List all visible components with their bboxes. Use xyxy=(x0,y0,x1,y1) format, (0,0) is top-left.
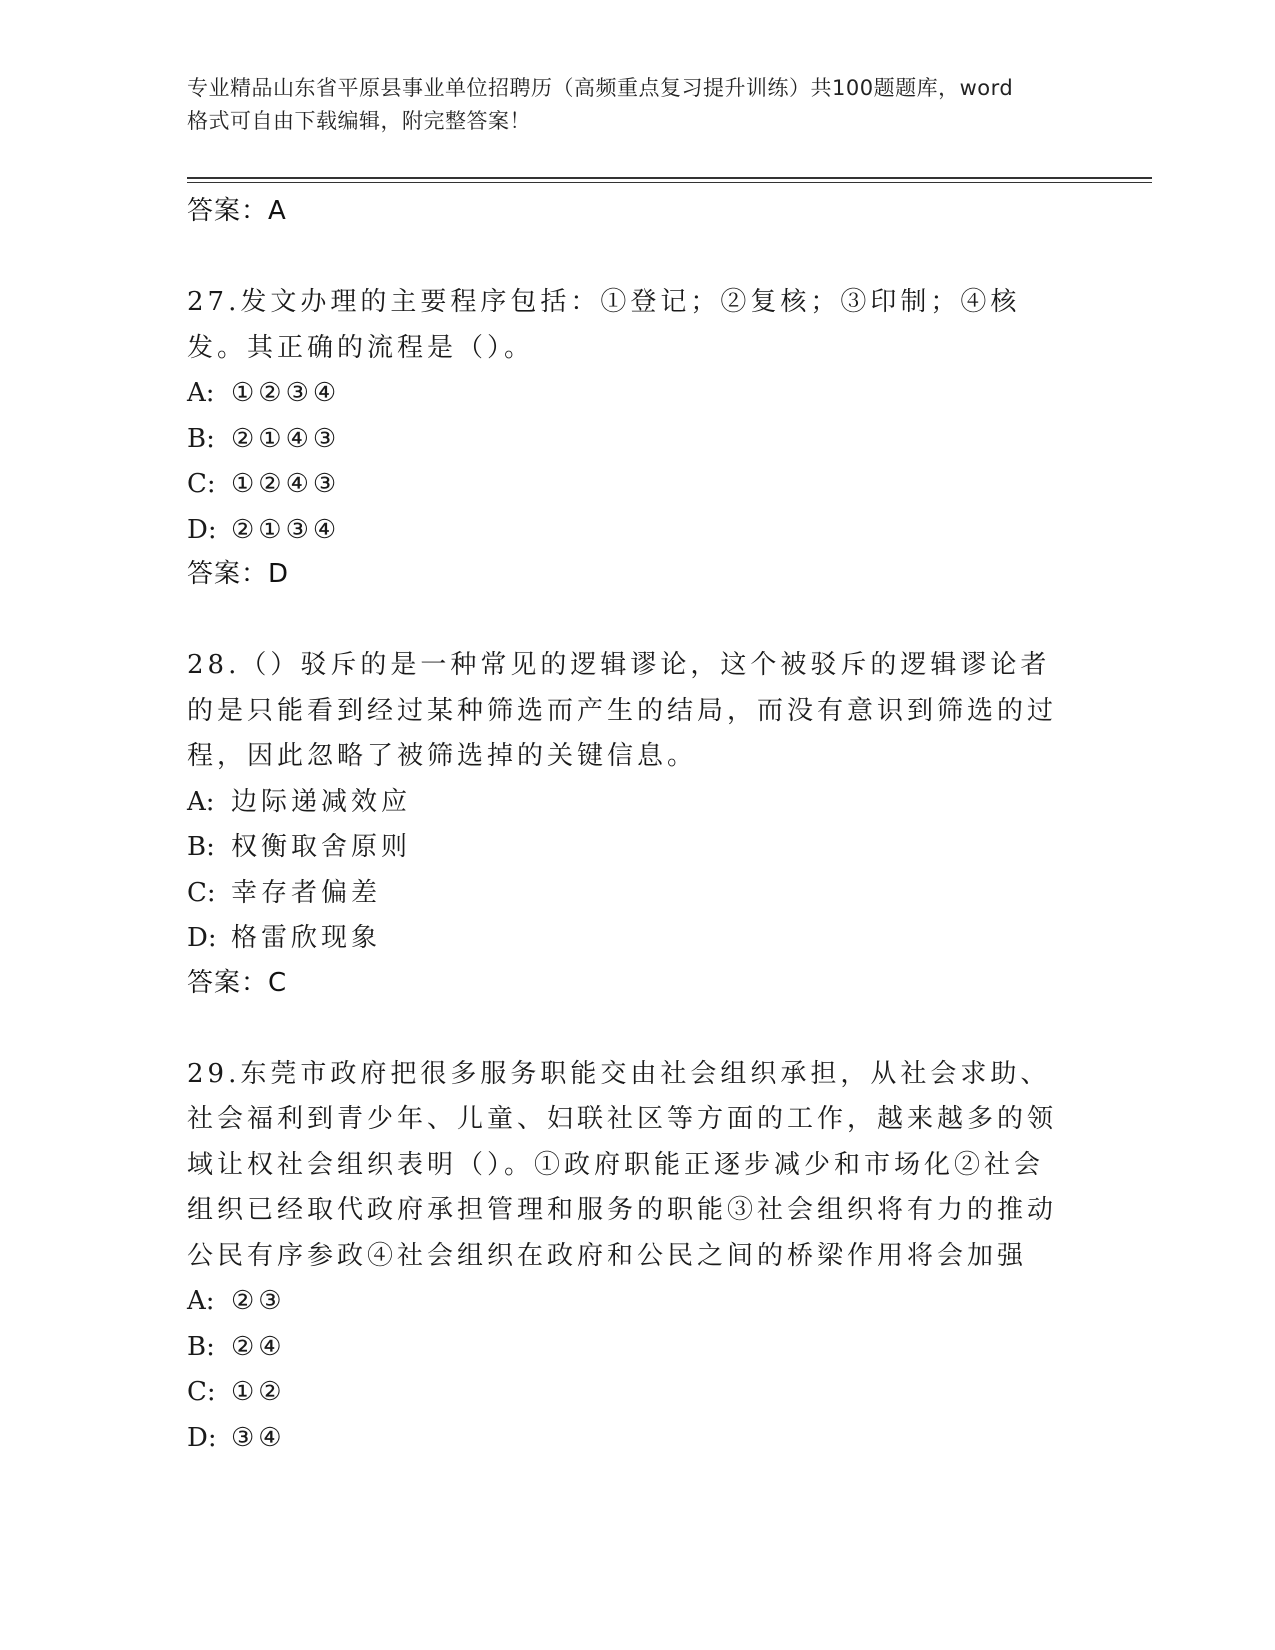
question-28 xyxy=(187,643,1087,1004)
question-stem: 28.（）驳斥的是一种常见的逻辑谬论，这个被驳斥的逻辑谬论者的是只能看到经过某种筛选而产生的结局，而没有意识到筛选的过程，因此忽略了被筛选掉的关键信息。 xyxy=(187,650,1058,771)
option-d xyxy=(187,508,1087,554)
option-letter: D: xyxy=(187,923,217,953)
option-text: 边际递减效应 xyxy=(231,786,412,817)
header-divider-thin xyxy=(187,182,1152,183)
option-b xyxy=(187,825,1087,871)
option-text: 权衡取舍原则 xyxy=(231,832,412,862)
option-letter: C: xyxy=(187,877,216,908)
option-list xyxy=(187,1279,1087,1461)
option-d xyxy=(187,1416,1087,1462)
option-letter: C: xyxy=(187,1377,216,1407)
option-letter: B: xyxy=(187,1331,215,1362)
option-text: ②①③④ xyxy=(231,514,341,545)
question-stem: 29.东莞市政府把很多服务职能交由社会组织承担，从社会求助、社会福利到青少年、儿童、妇联社区等方面的工作，越来越多的领域让权社会组织表明（）。①政府职能正逐步减少和市场化②社会组织已经取代政府承担管理和服务的职能③社会组织将有力的推动公民有序参政④社会组织在政府和公民之间的桥梁作用将会加强 xyxy=(187,1058,1058,1271)
question-stem: 27.发文办理的主要程序包括：①登记；②复核；③印制；④核发。其正确的流程是（）。 xyxy=(187,287,1021,363)
option-letter: A: xyxy=(187,786,215,817)
question-27 xyxy=(187,280,1087,595)
option-letter: A: xyxy=(187,1286,215,1316)
option-text: ①② xyxy=(231,1377,286,1407)
option-list xyxy=(187,371,1087,553)
option-text: ②①④③ xyxy=(231,423,341,454)
option-d xyxy=(187,916,1087,962)
option-b xyxy=(187,1325,1087,1371)
option-c xyxy=(187,871,1087,917)
option-text: 幸存者偏差 xyxy=(231,877,382,908)
document-body xyxy=(187,190,1087,1461)
option-text: ①②④③ xyxy=(231,469,341,499)
option-text: ②④ xyxy=(231,1331,286,1362)
option-text: ③④ xyxy=(231,1422,286,1453)
document-header-title: 专业精品山东省平原县事业单位招聘历（高频重点复习提升训练）共100题题库，word格式可自由下载编辑，附完整答案！ xyxy=(187,76,1014,133)
option-a xyxy=(187,780,1087,826)
header-divider-thick xyxy=(187,177,1152,179)
option-text: 格雷欣现象 xyxy=(231,923,382,953)
option-text: ②③ xyxy=(231,1286,286,1316)
option-a xyxy=(187,371,1087,417)
question-29 xyxy=(187,1052,1087,1462)
answer-line: 答案：C xyxy=(187,967,288,998)
option-letter: D: xyxy=(187,1422,217,1453)
answer-line: 答案：A xyxy=(187,196,287,226)
option-letter: C: xyxy=(187,469,216,499)
option-c xyxy=(187,462,1087,508)
option-letter: D: xyxy=(187,514,217,545)
option-c xyxy=(187,1370,1087,1416)
option-a xyxy=(187,1279,1087,1325)
option-text: ①②③④ xyxy=(231,378,341,408)
option-list xyxy=(187,780,1087,962)
answer-line: 答案：D xyxy=(187,559,290,589)
option-letter: A: xyxy=(187,378,215,408)
option-b xyxy=(187,417,1087,463)
option-letter: B: xyxy=(187,832,215,862)
option-letter: B: xyxy=(187,423,215,454)
